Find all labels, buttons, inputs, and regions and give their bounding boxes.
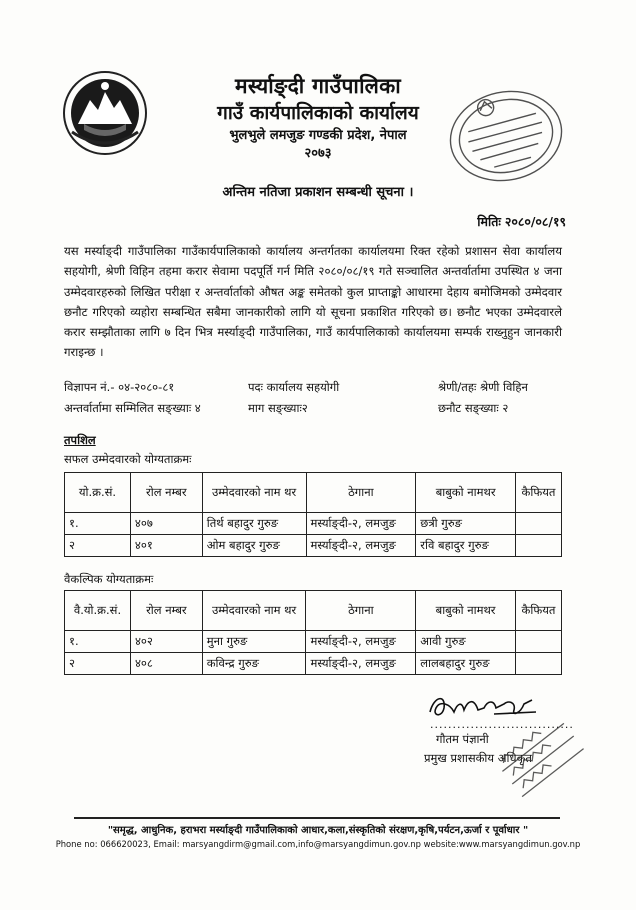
letterhead [0,0,636,200]
date-label: मितिः [477,214,501,229]
table-cell: २ [65,535,131,557]
table-row [65,513,562,535]
column-header: यो.क्र.सं. [65,473,131,513]
interview-attendee-count: अन्तर्वार्तामा सम्मिलित सङ्ख्याः ४ [64,401,201,415]
success-list-label: सफल उम्मेदवारको योग्यताक्रमः [64,452,192,466]
establishment-year: २०७३ [304,146,332,161]
vacancy-info-row-2 [64,401,564,419]
column-header: बाबुको नामथर [416,473,516,513]
officer-stamp-icon [498,714,588,806]
post-level: श्रेणी/तहः श्रेणी विहिन [438,380,528,394]
table-cell [515,513,561,535]
selected-count: छनौट सङ्ख्याः २ [438,401,509,415]
column-header: उम्मेदवारको नाम थर [202,473,306,513]
nepal-emblem-icon [62,70,148,156]
table-cell: तिर्थ बहादुर गुरुङ [202,513,306,535]
post-name: पदः कार्यालय सहयोगी [248,380,340,394]
table-cell: ४०८ [130,653,202,675]
municipality-name: मर्स्याङ्दी गाउँपालिका [234,74,401,98]
table-cell [515,535,561,557]
table-cell: ४०७ [130,513,202,535]
column-header: रोल नम्बर [130,473,202,513]
success-candidates-table [64,472,562,557]
table-cell [515,631,561,653]
advertisement-number: विज्ञापन नं.- ०४-२०८०-८१ [64,380,175,394]
notice-title: अन्तिम नतिजा प्रकाशन सम्बन्धी सूचना । [222,185,414,200]
office-title-block [160,72,476,163]
office-seal-stamp-icon [440,80,572,192]
column-header: ठेगाना [306,473,416,513]
table-row [65,631,562,653]
office-name: गाउँ कार्यपालिकाको कार्यालय [217,102,419,124]
column-header: उम्मेदवारको नाम थर [202,591,306,631]
table-header-row [65,473,562,513]
table-cell: आवी गुरुङ [416,631,516,653]
vacancy-info-row-1 [64,380,564,398]
office-address: भुलभुले लमजुङ गण्डकी प्रदेश, नेपाल [229,128,407,143]
alternate-list-label: वैकल्पिक योग्यताक्रमः [64,572,154,586]
column-header: कैफियत [515,591,561,631]
column-header: कैफियत [515,473,561,513]
alternate-candidates-table [64,590,562,675]
table-cell: ४०१ [130,535,202,557]
table-cell: मर्स्याङ्दी-२, लमजुङ [306,513,416,535]
footer-slogan: "समृद्ध, आधुनिक, हराभरा मर्स्याङ्दी गाउँपालिकाको आधार,कला,संस्कृतिको संरक्षण,कृषि,पर्यटन,ऊर्जा र पूर्वाधार " [107,825,529,836]
table-row [65,653,562,675]
column-header: ठेगाना [306,591,416,631]
column-header: रोल नम्बर [130,591,202,631]
signatory-role: प्रमुख प्रशासकीय अधिकृत [424,751,532,765]
details-heading: तपशिल [64,433,96,447]
column-header: वै.यो.क्र.सं. [65,591,131,631]
notice-date [473,213,566,230]
table-cell: मुना गुरुङ [202,631,306,653]
table-cell: मर्स्याङ्दी-२, लमजुङ [306,535,416,557]
column-header: बाबुको नामथर [416,591,516,631]
signatory-name: गौतम पंज्ञानी [436,732,489,746]
table-cell: छत्री गुरुङ [416,513,516,535]
table-header-row [65,591,562,631]
table-cell [515,653,561,675]
notice-body: यस मर्स्याङ्दी गाउँपालिका गाउँकार्यपालिकाको कार्यालय अन्तर्गतका कार्यालयमा रिक्त रहेको प्रशासन सेवा कार्यालय सहयोगी, श्रेणी विहिन तहमा करार सेवामा पदपूर्ति गर्न मिति २०८०/०८/१९ गते सञ्चालित अन्तर्वार्तामा उपस्थित ४ जना उम्मेदवारहरुको लिखित परीक्षा र अन्तर्वार्ताको औषत अङ्क समेतको कुल प्राप्ताङ्को आधारमा देहाय बमोजिमको उम्मेदवार छनौट गरिएको व्यहोरा सम्बन्धित सबैमा जानकारीको लागि यो सूचना प्रकाशित गरिएको छ। छनौट भएका उम्मेदवारले करार सम्झौताका लागि ७ दिन भित्र मर्स्याङ्दी गाउँपालिका, गाउँ कार्यपालिकाको कार्यालयमा सम्पर्क राख्नुहुन जानकारी गराइन्छ । [64,244,562,360]
footer-divider [74,817,560,819]
table-cell: ४०२ [130,631,202,653]
table-cell: १. [65,513,131,535]
table-cell: रवि बहादुर गुरुङ [416,535,516,557]
footer-contact: Phone no: 066620023, Email: marsyangdirm@gmail.com,info@marsyangdimun.gov.np website:www.marsyangdimun.gov.np [55,839,581,849]
table-cell: मर्स्याङ्दी-२, लमजुङ [306,631,416,653]
table-cell: कविन्द्र गुरुङ [202,653,306,675]
table-cell: २ [65,653,131,675]
date-value: २०८०/०८/१९ [504,214,566,229]
signature-line: ................................ [430,718,574,731]
table-cell: लालबहादुर गुरुङ [416,653,516,675]
table-row [65,535,562,557]
demand-count: माग सङ्ख्याः२ [248,401,308,415]
table-cell: ओम बहादुर गुरुङ [202,535,306,557]
table-cell: मर्स्याङ्दी-२, लमजुङ [306,653,416,675]
table-cell: १. [65,631,131,653]
